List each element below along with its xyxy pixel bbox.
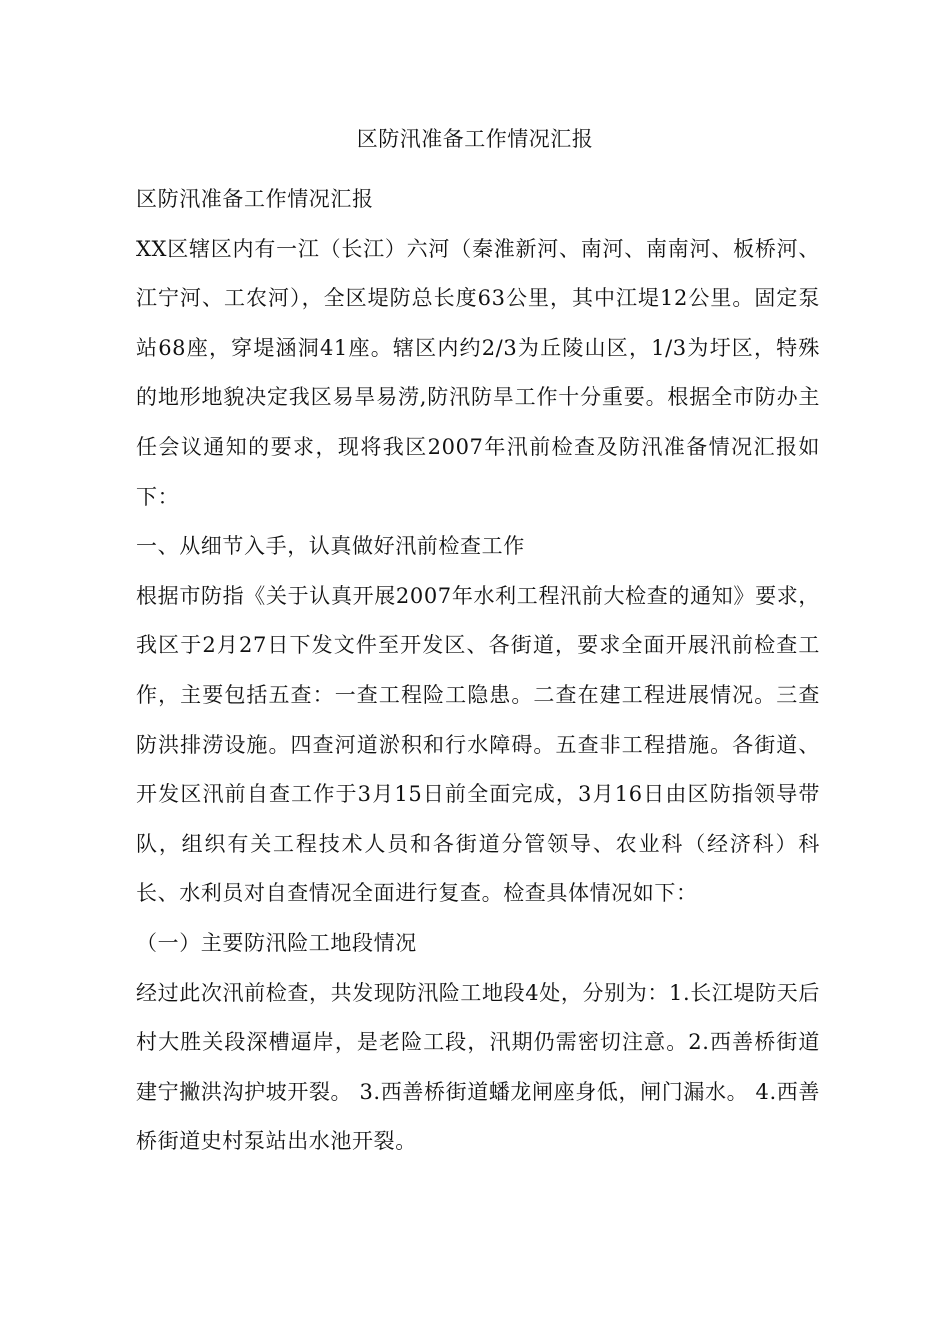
- document-subtitle: 区防汛准备工作情况汇报: [136, 187, 374, 211]
- document-title: 区防汛准备工作情况汇报: [356, 127, 594, 151]
- hazard-sections-paragraph: 经过此次汛前检查，共发现防汛险工地段4处，分别为：1.长江堤防天后村大胜关段深槽逼岸，是老险工段，汛期仍需密切注意。2.西善桥街道建宁撇洪沟护坡开裂。 3.西善桥街道蟠龙闸座身低，闸门漏水。 4.西善桥街道史村泵站出水池开裂。: [136, 980, 820, 1154]
- section-1-heading: 一、从细节入手，认真做好汛前检查工作: [136, 534, 525, 559]
- document-body: [136, 175, 820, 1167]
- intro-paragraph: XX区辖区内有一江（长江）六河（秦淮新河、南河、南南河、板桥河、江宁河、工农河），全区堤防总长度63公里，其中江堤12公里。固定泵站68座，穿堤涵洞41座。辖区内约2/3为丘陵山区，1/3为圩区，特殊的地形地貌决定我区易旱易涝,防汛防旱工作十分重要。根据全市防办主任会议通知的要求，现将我区2007年汛前检查及防汛准备情况汇报如下：: [136, 236, 820, 509]
- inspection-paragraph: 根据市防指《关于认真开展2007年水利工程汛前大检查的通知》要求，我区于2月27日下发文件至开发区、各街道，要求全面开展汛前检查工作，主要包括五查：一查工程险工隐患。二查在建工程进展情况。三查防洪排涝设施。四查河道淤积和行水障碍。五查非工程措施。各街道、开发区汛前自查工作于3月15日前全面完成，3月16日由区防指领导带队，组织有关工程技术人员和各街道分管领导、农业科（经济科）科长、水利员对自查情况全面进行复查。检查具体情况如下：: [136, 583, 820, 906]
- subsection-1-heading: （一）主要防汛险工地段情况: [136, 930, 417, 955]
